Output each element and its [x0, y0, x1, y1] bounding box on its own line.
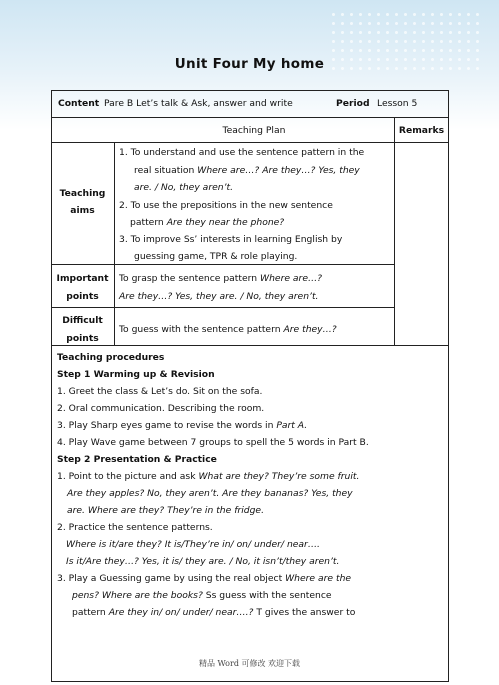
procedure-line: 2. Oral communication. Describing the room. [57, 403, 265, 414]
procedure-line: Are they apples? No, they aren’t. Are they bananas? Yes, they [67, 488, 353, 499]
procedure-line: are. Where are they? They’re in the fridge. [67, 505, 264, 516]
divider [51, 264, 395, 265]
divider [51, 307, 395, 308]
divider [51, 117, 449, 118]
period-label: Period [336, 98, 370, 109]
procedure-line: Where is it/are they? It is/They’re in/ on/ under/ near…. [66, 539, 320, 550]
content-label: Content [58, 98, 100, 109]
important-label: Important [56, 273, 109, 284]
divider [51, 142, 449, 143]
aims-label: aims [70, 205, 95, 216]
procedure-line: pattern Are they in/ on/ under/ near….? T gives the answer to [72, 607, 356, 618]
difficult-label: points [66, 333, 99, 344]
aims-line: are. / No, they aren’t. [134, 182, 234, 193]
procedure-line: 2. Practice the sentence patterns. [57, 522, 213, 533]
procedure-line: 4. Play Wave game between 7 groups to spell the 5 words in Part B. [57, 437, 369, 448]
procedure-line: 3. Play Sharp eyes game to revise the words in Part A. [57, 420, 308, 431]
page-footer: 精品 Word 可修改 欢迎下载 [198, 659, 301, 668]
aims-line: 3. To improve Ss’ interests in learning English by [119, 234, 343, 245]
divider [394, 117, 395, 345]
document-title: Unit Four My home [174, 56, 325, 72]
teaching-plan-header: Teaching Plan [222, 125, 286, 136]
content-value: Pare B Let’s talk & Ask, answer and write [104, 98, 293, 109]
step-heading: Step 2 Presentation & Practice [57, 454, 217, 465]
important-text: To grasp the sentence pattern Where are…? [119, 273, 323, 284]
important-label: points [66, 291, 99, 302]
divider [51, 345, 449, 346]
divider [114, 142, 115, 345]
aims-line: 1. To understand and use the sentence pattern in the [119, 147, 365, 158]
period-value: Lesson 5 [377, 98, 418, 109]
step-heading: Step 1 Warming up & Revision [57, 369, 215, 380]
aims-label: Teaching [59, 188, 106, 199]
aims-line: 2. To use the prepositions in the new sentence [119, 200, 333, 211]
procedure-line: 1. Greet the class & Let’s do. Sit on the sofa. [57, 386, 263, 397]
procedure-line: pens? Where are the books? Ss guess with the sentence [72, 590, 332, 601]
procedure-line: Is it/Are they…? Yes, it is/ they are. / No, it isn’t/they aren’t. [66, 556, 340, 567]
difficult-text: To guess with the sentence pattern Are they…? [119, 324, 337, 335]
aims-line: pattern Are they near the phone? [130, 217, 285, 228]
procedure-line: 3. Play a Guessing game by using the real object Where are the [57, 573, 352, 584]
important-text: Are they…? Yes, they are. / No, they aren’t. [119, 291, 319, 302]
procedure-line: 1. Point to the picture and ask What are they? They’re some fruit. [57, 471, 360, 482]
aims-line: guessing game, TPR & role playing. [134, 251, 298, 262]
difficult-label: Difficult [62, 315, 103, 326]
procedures-heading: Teaching procedures [57, 352, 165, 363]
aims-line: real situation Where are…? Are they…? Yes, they [134, 165, 360, 176]
remarks-header: Remarks [398, 125, 445, 136]
